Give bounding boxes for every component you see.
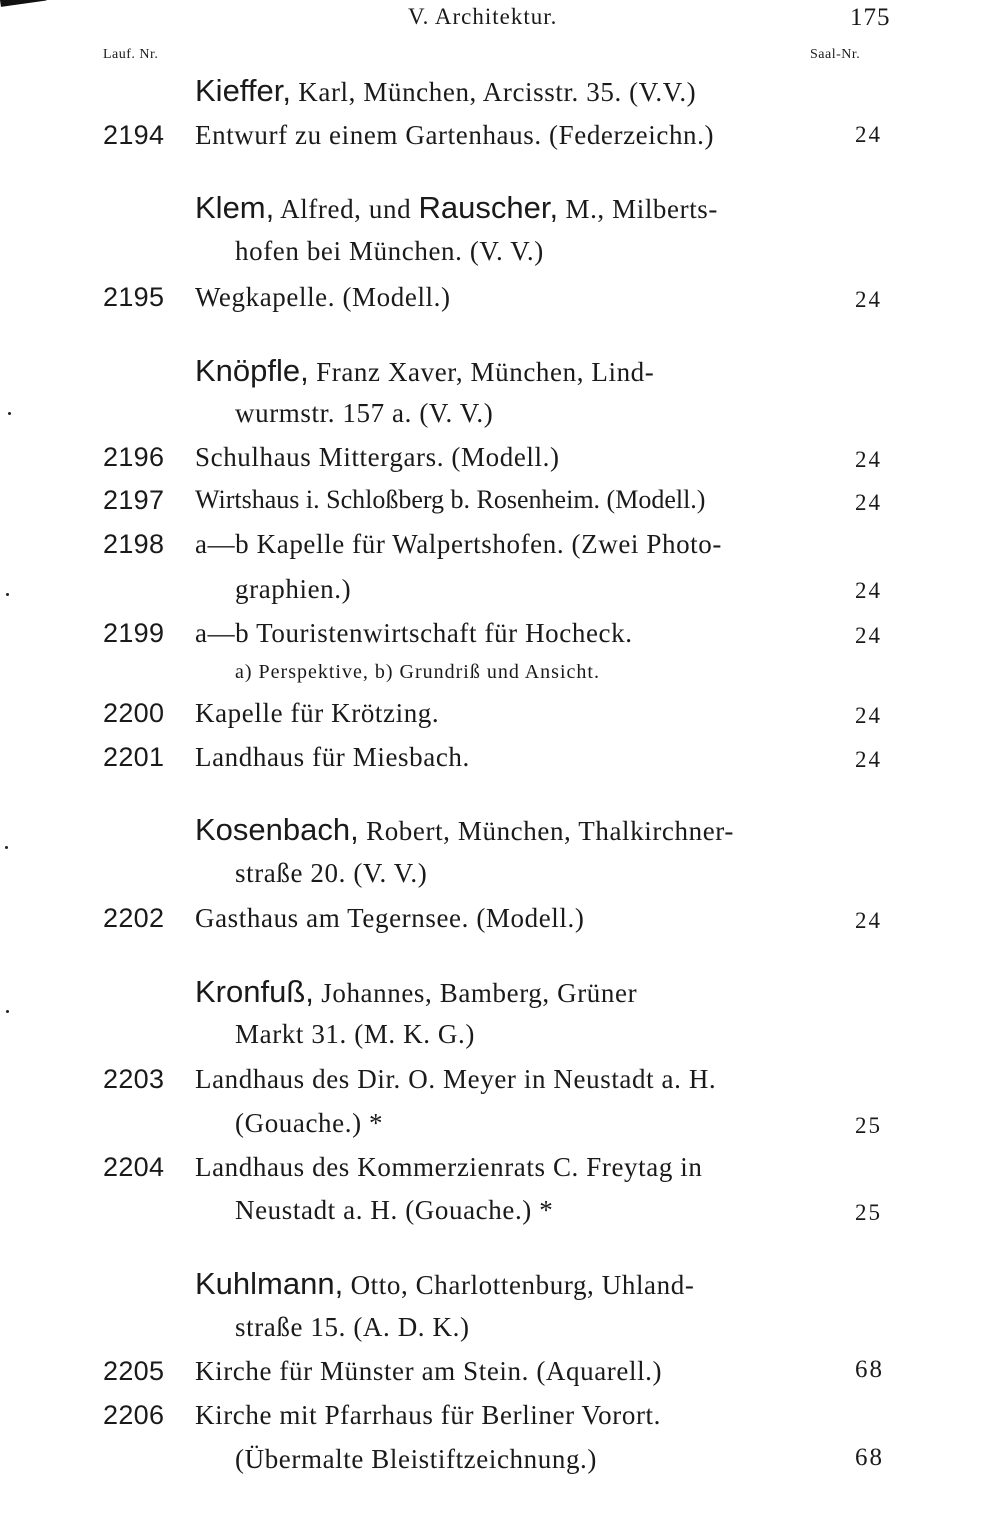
artist-details-continued: hofen bei München. (V. V.) bbox=[235, 236, 544, 266]
right-column-label: Saal-Nr. bbox=[810, 47, 861, 62]
entry-note: a) Perspektive, b) Grundriß und Ansicht. bbox=[235, 661, 600, 683]
entry-room-number: 24 bbox=[855, 908, 882, 933]
entry-title-continued: Neustadt a. H. (Gouache.) * bbox=[235, 1195, 554, 1225]
entry-title: Wirtshaus i. Schloßberg b. Rosenheim. (Modell.) bbox=[195, 485, 706, 514]
entry-number: 2203 bbox=[103, 1064, 165, 1094]
artist-name: Kosenbach, bbox=[195, 812, 359, 847]
entry-number: 2196 bbox=[103, 442, 165, 472]
entry-number: 2198 bbox=[103, 529, 165, 559]
artist-heading bbox=[195, 73, 696, 109]
scan-speck bbox=[6, 1010, 9, 1013]
entry-title-continued: (Übermalte Bleistiftzeichnung.) bbox=[235, 1444, 597, 1474]
page-number: 175 bbox=[850, 4, 891, 31]
entry-title: a—b Touristenwirtschaft für Hocheck. bbox=[195, 618, 633, 648]
artist-heading bbox=[195, 353, 654, 389]
page-header-title: V. Architektur. bbox=[408, 4, 558, 29]
scan-speck bbox=[5, 846, 8, 849]
artist-details-continued: straße 20. (V. V.) bbox=[235, 858, 428, 888]
artist-name: Kuhlmann, bbox=[195, 1266, 344, 1301]
entry-number: 2202 bbox=[103, 903, 165, 933]
entry-room-number: 24 bbox=[855, 122, 882, 147]
entry-title: Kapelle für Krötzing. bbox=[195, 698, 440, 728]
entry-number: 2197 bbox=[103, 485, 165, 515]
entry-number: 2194 bbox=[103, 120, 165, 150]
artist-heading bbox=[195, 974, 637, 1010]
entry-title: Schulhaus Mittergars. (Modell.) bbox=[195, 442, 560, 472]
artist-heading bbox=[195, 1266, 694, 1302]
entry-title: Kirche mit Pfarrhaus für Berliner Vorort. bbox=[195, 1400, 661, 1430]
entry-room-number: 25 bbox=[855, 1113, 882, 1138]
scan-speck bbox=[6, 593, 9, 596]
entry-number: 2206 bbox=[103, 1400, 165, 1430]
entry-room-number: 25 bbox=[855, 1200, 882, 1225]
artist-details: Karl, München, Arcisstr. 35. (V.V.) bbox=[290, 77, 697, 107]
entry-room-number: 68 bbox=[855, 1356, 884, 1383]
entry-title: Kirche für Münster am Stein. (Aquarell.) bbox=[195, 1356, 663, 1386]
scan-speck bbox=[8, 412, 11, 415]
artist-details: Franz Xaver, München, Lind- bbox=[308, 357, 655, 387]
entry-room-number: 24 bbox=[855, 747, 882, 772]
entry-room-number: 24 bbox=[855, 578, 882, 603]
artist-details-continued: straße 15. (A. D. K.) bbox=[235, 1312, 470, 1342]
artist-name: Rauscher, bbox=[418, 190, 559, 225]
artist-name: Kieffer, bbox=[195, 73, 291, 108]
artist-details-continued: Markt 31. (M. K. G.) bbox=[235, 1019, 475, 1049]
artist-name: Kronfuß, bbox=[195, 974, 314, 1009]
artist-details: Johannes, Bamberg, Grüner bbox=[313, 978, 638, 1008]
artist-details: Otto, Charlottenburg, Uhland- bbox=[343, 1270, 695, 1300]
artist-details: Alfred, und bbox=[274, 194, 419, 224]
entry-room-number: 24 bbox=[855, 490, 882, 515]
print-mark bbox=[0, 0, 47, 7]
artist-details: M., Milberts- bbox=[558, 194, 719, 224]
entry-title: a—b Kapelle für Walpertshofen. (Zwei Photo- bbox=[195, 529, 722, 559]
entry-room-number: 24 bbox=[855, 623, 882, 648]
artist-details: Robert, München, Thalkirchner- bbox=[358, 816, 734, 846]
entry-number: 2195 bbox=[103, 282, 165, 312]
artist-heading bbox=[195, 812, 734, 848]
artist-name: Klem, bbox=[195, 190, 275, 225]
entry-room-number: 24 bbox=[855, 287, 882, 312]
entry-number: 2205 bbox=[103, 1356, 165, 1386]
entry-title: Wegkapelle. (Modell.) bbox=[195, 282, 451, 312]
entry-room-number: 68 bbox=[855, 1444, 884, 1471]
entry-title-continued: (Gouache.) * bbox=[235, 1108, 384, 1138]
entry-number: 2199 bbox=[103, 618, 165, 648]
entry-title: Gasthaus am Tegernsee. (Modell.) bbox=[195, 903, 585, 933]
artist-heading bbox=[195, 190, 718, 226]
entry-room-number: 24 bbox=[855, 447, 882, 472]
entry-title-continued: graphien.) bbox=[235, 574, 352, 604]
entry-title: Landhaus des Dir. O. Meyer in Neustadt a. H. bbox=[195, 1064, 717, 1094]
artist-details-continued: wurmstr. 157 a. (V. V.) bbox=[235, 398, 494, 428]
left-column-label: Lauf. Nr. bbox=[103, 47, 159, 62]
entry-title: Landhaus des Kommerzienrats C. Freytag in bbox=[195, 1152, 703, 1182]
entry-number: 2204 bbox=[103, 1152, 165, 1182]
entry-title: Entwurf zu einem Gartenhaus. (Federzeichn.) bbox=[195, 120, 715, 150]
entry-number: 2200 bbox=[103, 698, 165, 728]
artist-name: Knöpfle, bbox=[195, 353, 309, 388]
entry-number: 2201 bbox=[103, 742, 165, 772]
entry-room-number: 24 bbox=[855, 703, 882, 728]
entry-title: Landhaus für Miesbach. bbox=[195, 742, 470, 772]
